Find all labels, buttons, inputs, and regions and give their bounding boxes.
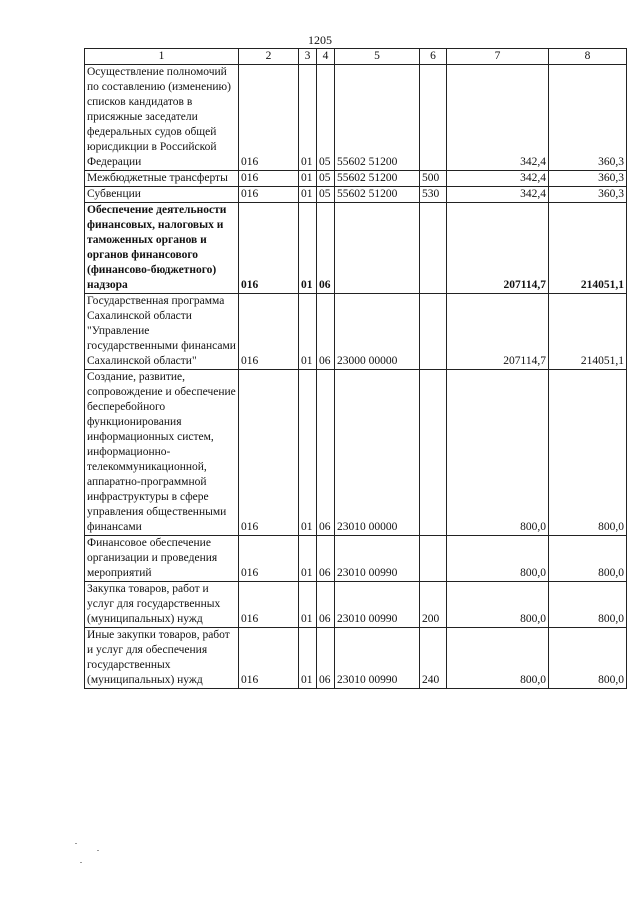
cell-csr bbox=[335, 203, 420, 294]
table-row bbox=[85, 65, 627, 171]
row-name: Субвенции bbox=[85, 187, 239, 203]
cell-gr: 016 bbox=[239, 370, 299, 536]
cell-gr: 016 bbox=[239, 171, 299, 187]
scan-speck bbox=[97, 850, 99, 851]
table-row bbox=[85, 370, 627, 536]
cell-gr: 016 bbox=[239, 187, 299, 203]
cell-rz: 01 bbox=[299, 294, 317, 370]
cell-amount-col7: 800,0 bbox=[447, 628, 549, 689]
cell-amount-col8: 800,0 bbox=[549, 628, 627, 689]
row-name: Финансовое обеспечение организации и проведения мероприятий bbox=[85, 536, 239, 582]
table-row bbox=[85, 171, 627, 187]
cell-gr: 016 bbox=[239, 203, 299, 294]
cell-rz: 01 bbox=[299, 536, 317, 582]
cell-amount-col8: 800,0 bbox=[549, 536, 627, 582]
cell-rz: 01 bbox=[299, 582, 317, 628]
cell-gr: 016 bbox=[239, 65, 299, 171]
budget-table bbox=[84, 48, 627, 689]
cell-csr: 23000 00000 bbox=[335, 294, 420, 370]
cell-vr bbox=[420, 294, 447, 370]
cell-vr bbox=[420, 536, 447, 582]
cell-csr: 23010 00000 bbox=[335, 370, 420, 536]
column-header: 2 bbox=[239, 49, 299, 65]
cell-amount-col7: 207114,7 bbox=[447, 294, 549, 370]
scan-speck bbox=[75, 843, 77, 844]
table-row bbox=[85, 203, 627, 294]
cell-vr: 240 bbox=[420, 628, 447, 689]
cell-rz: 01 bbox=[299, 203, 317, 294]
cell-amount-col7: 800,0 bbox=[447, 370, 549, 536]
cell-csr: 55602 51200 bbox=[335, 187, 420, 203]
row-name: Закупка товаров, работ и услуг для государственных (муниципальных) нужд bbox=[85, 582, 239, 628]
table-row bbox=[85, 294, 627, 370]
column-header: 6 bbox=[420, 49, 447, 65]
column-header: 7 bbox=[447, 49, 549, 65]
cell-rz: 01 bbox=[299, 628, 317, 689]
row-name: Иные закупки товаров, работ и услуг для обеспечения государственных (муниципальных) нужд bbox=[85, 628, 239, 689]
row-name: Обеспечение деятельности финансовых, налоговых и таможенных органов и органов финансового (финансово-бюджетного) надзора bbox=[85, 203, 239, 294]
cell-pr: 05 bbox=[317, 171, 335, 187]
cell-gr: 016 bbox=[239, 628, 299, 689]
cell-pr: 06 bbox=[317, 582, 335, 628]
cell-csr: 23010 00990 bbox=[335, 536, 420, 582]
cell-csr: 55602 51200 bbox=[335, 171, 420, 187]
row-name: Межбюджетные трансферты bbox=[85, 171, 239, 187]
cell-amount-col7: 342,4 bbox=[447, 65, 549, 171]
cell-rz: 01 bbox=[299, 370, 317, 536]
cell-vr: 200 bbox=[420, 582, 447, 628]
cell-pr: 06 bbox=[317, 203, 335, 294]
cell-amount-col8: 214051,1 bbox=[549, 203, 627, 294]
cell-pr: 06 bbox=[317, 294, 335, 370]
column-header: 5 bbox=[335, 49, 420, 65]
cell-amount-col8: 800,0 bbox=[549, 582, 627, 628]
column-header: 8 bbox=[549, 49, 627, 65]
cell-vr bbox=[420, 65, 447, 171]
cell-amount-col8: 214051,1 bbox=[549, 294, 627, 370]
cell-amount-col7: 207114,7 bbox=[447, 203, 549, 294]
header-row bbox=[85, 49, 627, 65]
cell-rz: 01 bbox=[299, 187, 317, 203]
cell-csr: 55602 51200 bbox=[335, 65, 420, 171]
column-header: 3 bbox=[299, 49, 317, 65]
row-name: Создание, развитие, сопровождение и обеспечение бесперебойного функционирования информационных систем, информационно-телекоммуникационной, аппаратно-программной инфраструктуры в сфере управления общественными финансами bbox=[85, 370, 239, 536]
cell-gr: 016 bbox=[239, 582, 299, 628]
cell-pr: 05 bbox=[317, 187, 335, 203]
cell-amount-col8: 800,0 bbox=[549, 370, 627, 536]
table-row bbox=[85, 628, 627, 689]
cell-pr: 06 bbox=[317, 370, 335, 536]
cell-pr: 05 bbox=[317, 65, 335, 171]
cell-gr: 016 bbox=[239, 536, 299, 582]
table-row bbox=[85, 536, 627, 582]
cell-amount-col8: 360,3 bbox=[549, 187, 627, 203]
cell-amount-col7: 800,0 bbox=[447, 582, 549, 628]
cell-amount-col7: 342,4 bbox=[447, 171, 549, 187]
cell-rz: 01 bbox=[299, 65, 317, 171]
cell-amount-col8: 360,3 bbox=[549, 171, 627, 187]
cell-vr: 500 bbox=[420, 171, 447, 187]
row-name: Государственная программа Сахалинской области "Управление государственными финансами Сахалинской области" bbox=[85, 294, 239, 370]
page-number: 1205 bbox=[308, 33, 332, 47]
column-header: 1 bbox=[85, 49, 239, 65]
cell-vr bbox=[420, 370, 447, 536]
table-row bbox=[85, 582, 627, 628]
cell-amount-col8: 360,3 bbox=[549, 65, 627, 171]
cell-csr: 23010 00990 bbox=[335, 582, 420, 628]
cell-amount-col7: 800,0 bbox=[447, 536, 549, 582]
cell-amount-col7: 342,4 bbox=[447, 187, 549, 203]
cell-vr: 530 bbox=[420, 187, 447, 203]
cell-rz: 01 bbox=[299, 171, 317, 187]
scan-speck bbox=[80, 862, 82, 863]
cell-csr: 23010 00990 bbox=[335, 628, 420, 689]
cell-pr: 06 bbox=[317, 536, 335, 582]
cell-vr bbox=[420, 203, 447, 294]
cell-gr: 016 bbox=[239, 294, 299, 370]
cell-pr: 06 bbox=[317, 628, 335, 689]
table-row bbox=[85, 187, 627, 203]
column-header: 4 bbox=[317, 49, 335, 65]
row-name: Осуществление полномочий по составлению (изменению) списков кандидатов в присяжные заседатели федеральных судов общей юрисдикции в Российской Федерации bbox=[85, 65, 239, 171]
